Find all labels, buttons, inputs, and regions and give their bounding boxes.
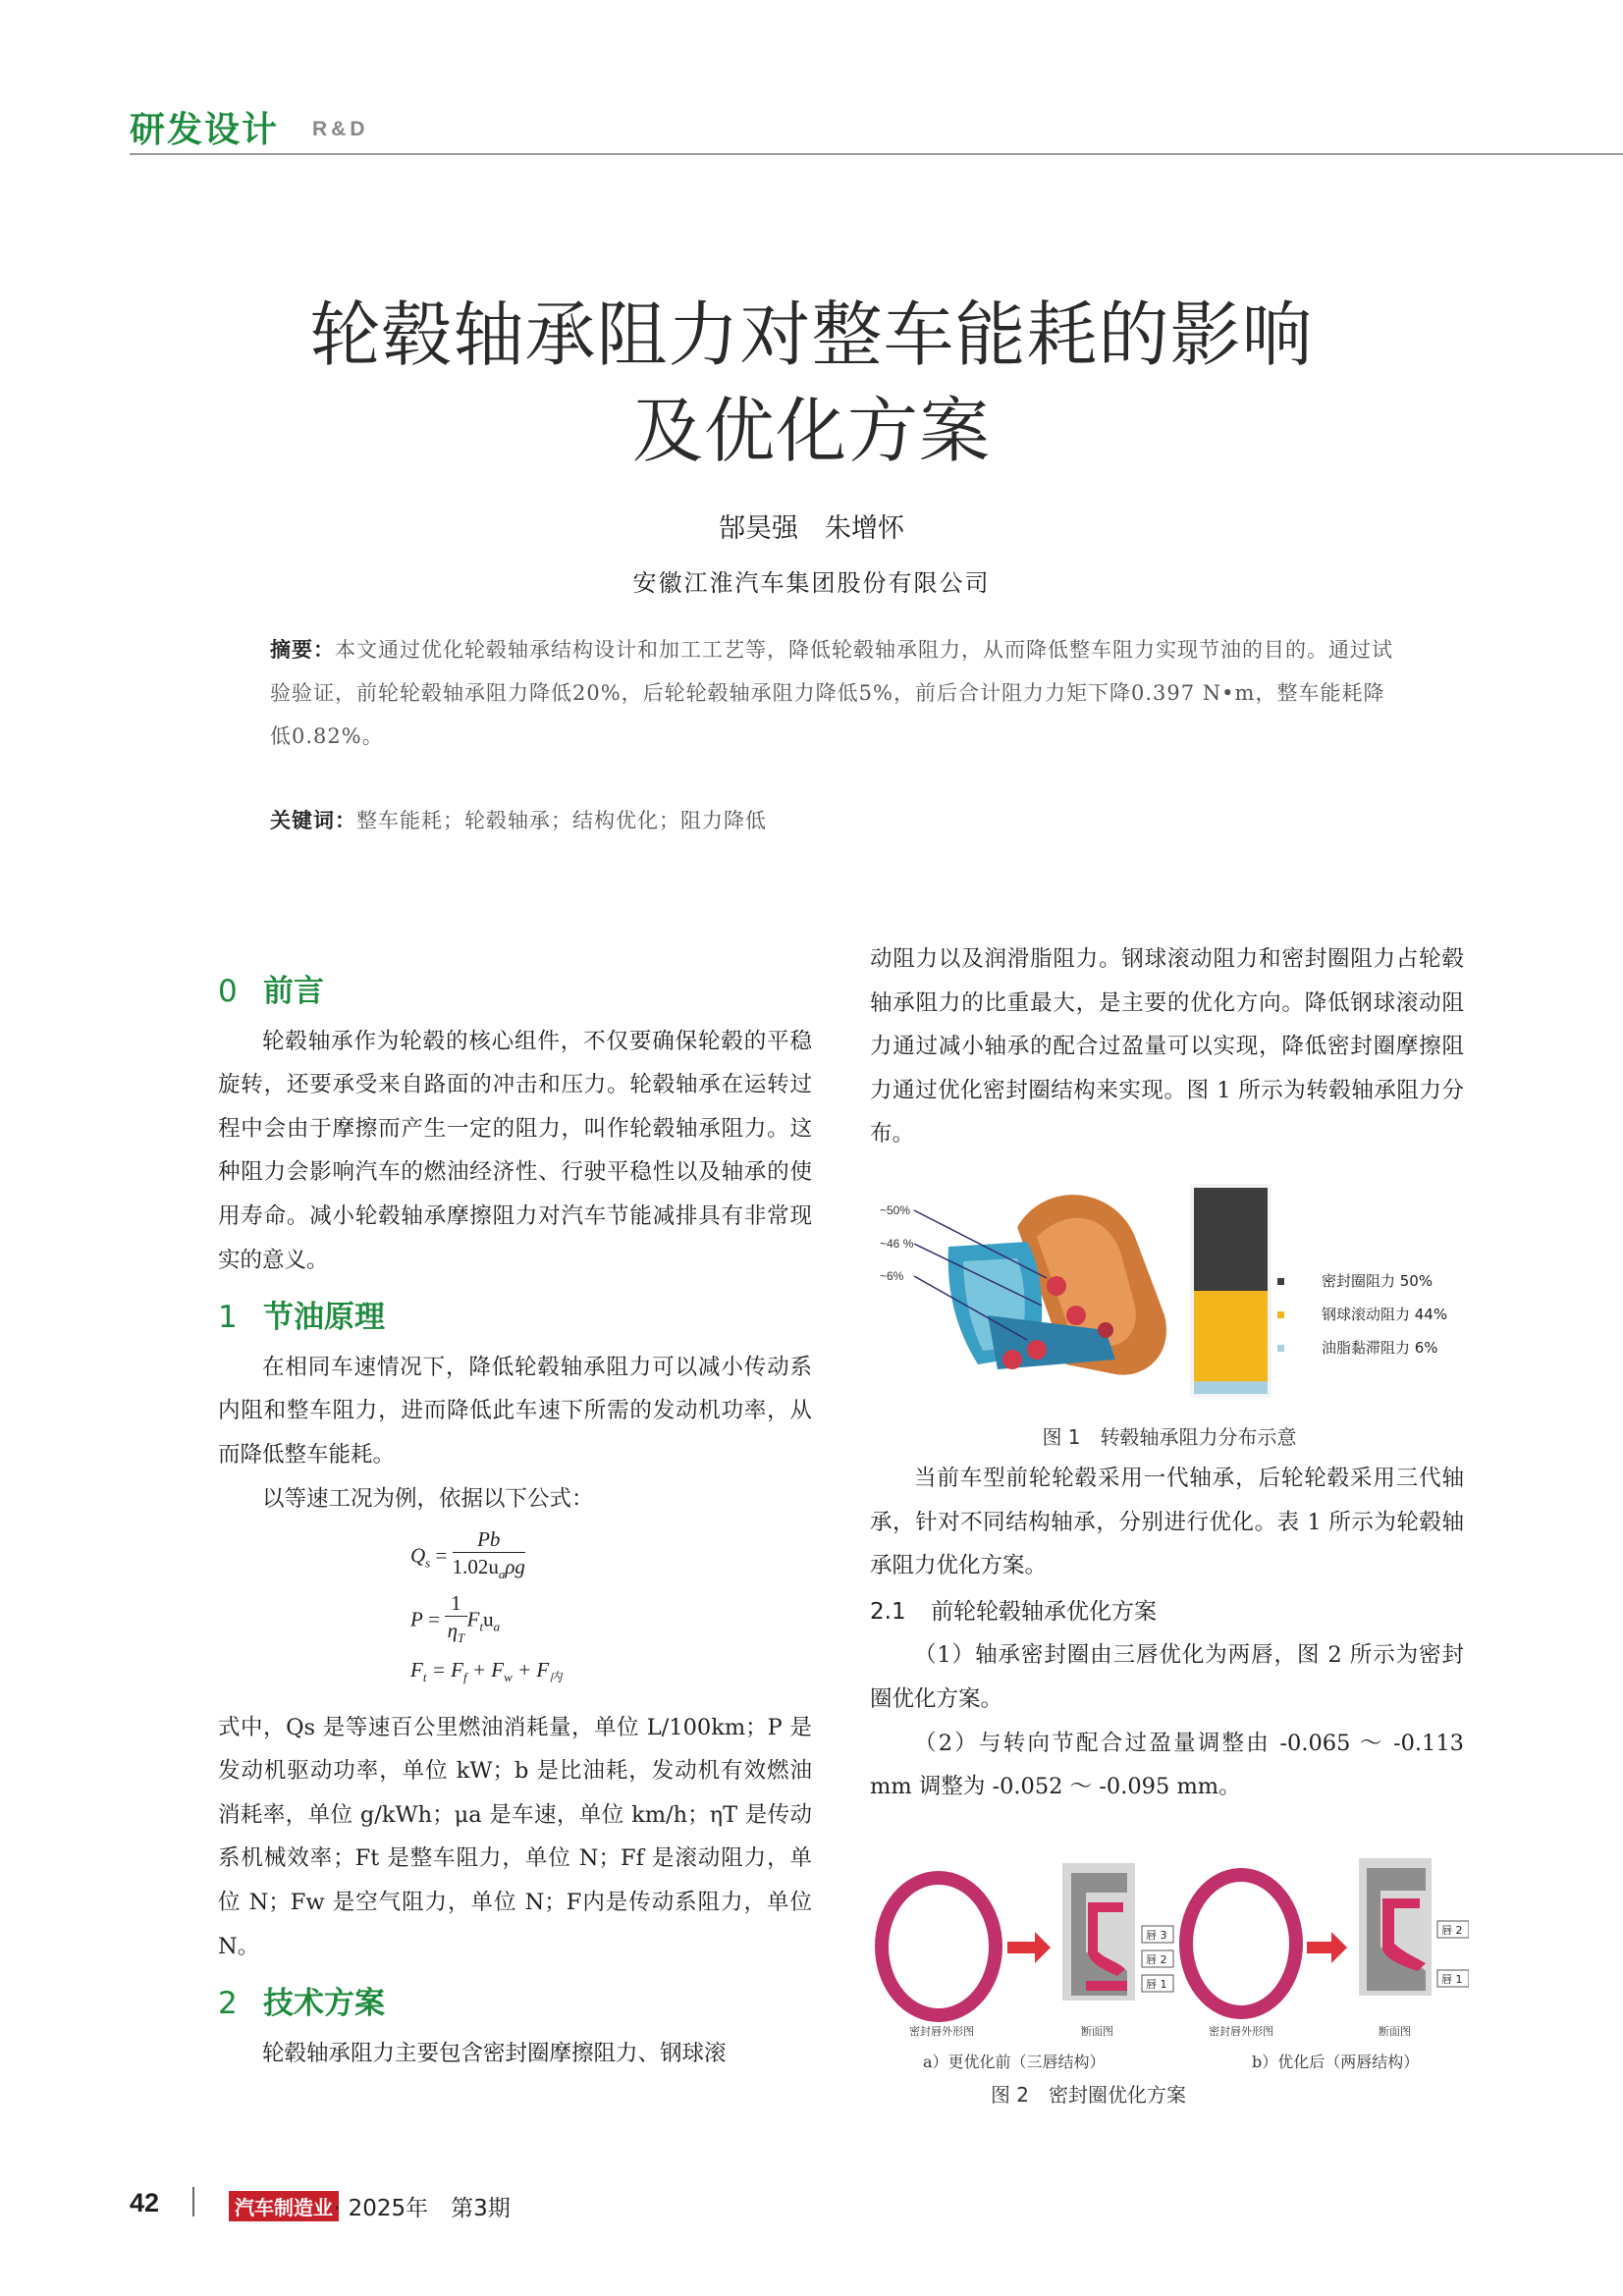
paragraph: 以等速工况为例，依据以下公式：	[262, 1485, 594, 1512]
lip-label: 唇 2	[1146, 1953, 1167, 1966]
legend-label: 密封圈阻力 50%	[1322, 1272, 1434, 1290]
legend-label: 油脂黏滞阻力 6%	[1322, 1339, 1438, 1357]
lip-labels-before	[1142, 1926, 1173, 1992]
title-line-2: 及优化方案	[631, 390, 991, 472]
abstract	[270, 628, 1399, 758]
paragraph: 当前车型前轮轮毂采用一代轴承，后轮轮毂采用三代轴承，针对不同结构轴承，分别进行优化。表 1 所示为轮毂轴承阻力优化方案。	[870, 1466, 1464, 1579]
lip-label: 唇 3	[1146, 1929, 1167, 1942]
legend-label: 钢球滚动阻力 44%	[1322, 1306, 1448, 1323]
lip-label: 唇 2	[1441, 1924, 1463, 1937]
paragraph: （1）轴承密封圈由三唇优化为两唇，图 2 所示为密封圈优化方案。	[870, 1642, 1464, 1712]
formula-2: P = $\frac{1}{\eta_T}$ $F_tu_a$	[410, 1591, 501, 1646]
heading-2: 2 技术方案	[218, 1986, 385, 2022]
issue-info: · 2025年 第3期	[334, 2196, 511, 2221]
heading-0: 0 前言	[218, 974, 324, 1009]
legend-swatch	[1277, 1278, 1284, 1285]
label-outer-a: 密封唇外形图	[909, 2025, 974, 2038]
callout-label: ~6%	[880, 1269, 904, 1283]
abstract-text: 本文通过优化轮毂轴承结构设计和加工工艺等，降低轮毂轴承阻力，从而降低整车阻力实现节油的目的。通过试验验证，前轮轮毂轴承阻力降低20%，后轮轮毂轴承阻力降低5%，前后合计阻力力矩下降0.397 N•m，整车能耗降低0.82%。	[270, 638, 1393, 748]
header-rule	[130, 153, 1623, 155]
bearing-resistance-figure	[870, 1168, 1469, 1414]
keywords-text: 整车能耗；轮毂轴承；结构优化；阻力降低	[356, 809, 767, 832]
paragraph: 轮毂轴承作为轮毂的核心组件，不仅要确保轮毂的平稳旋转，还要承受来自路面的冲击和压力。轮毂轴承在运转过程中会由于摩擦而产生一定的阻力，叫作轮毂轴承阻力。这种阻力会影响汽车的燃油经济性、行驶平稳性以及轴承的使用寿命。减小轮毂轴承摩擦阻力对汽车节能减排具有非常现实的意义。	[218, 1028, 812, 1273]
paragraph: 在相同车速情况下，降低轮毂轴承阻力可以减小传动系内阻和整车阻力，进而降低此车速下所需的发动机功率，从而降低整车能耗。	[218, 1354, 812, 1468]
seal-ring-before	[882, 1878, 996, 2015]
arrow-icon	[1007, 1932, 1051, 1963]
left-column	[218, 970, 812, 2075]
label-section-a: 断面图	[1081, 2025, 1113, 2038]
formula-1: $Q_s$ = $\frac{Pb}{1.02u_a\rho g}$	[410, 1527, 525, 1582]
footer-divider	[192, 2187, 194, 2216]
figure-2	[870, 1834, 1469, 2045]
authors: 郜昊强 朱增怀	[719, 513, 904, 544]
figure-1-caption: 图 1 转毂轴承阻力分布示意	[1042, 1425, 1297, 1449]
legend-swatch	[1277, 1345, 1284, 1352]
label-outer-b: 密封唇外形图	[1209, 2025, 1273, 2038]
legend-swatch	[1277, 1311, 1284, 1318]
keywords	[270, 799, 1399, 842]
bar-segment	[1194, 1188, 1268, 1291]
arrow-icon	[1307, 1932, 1347, 1963]
right-column	[870, 937, 1464, 1156]
section-tag: 研发设计	[130, 110, 280, 150]
figure-2-sub-a: a）更优化前（三唇结构）	[923, 2053, 1106, 2071]
paragraph: （2）与转向节配合过盈量调整由 -0.065 ～ -0.113 mm 调整为 -0.052 ～ -0.095 mm。	[870, 1730, 1464, 1800]
figure-2-sub-b: b）优化后（两唇结构）	[1252, 2053, 1420, 2071]
keywords-label: 关键词：	[270, 809, 356, 832]
callout-label: ~50%	[880, 1203, 911, 1217]
lip-label: 唇 1	[1441, 1973, 1463, 1986]
journal-logo: 汽车制造业	[229, 2191, 339, 2221]
abstract-label: 摘要：	[270, 638, 335, 662]
lip-label: 唇 1	[1146, 1978, 1167, 1991]
legend	[1277, 1272, 1447, 1357]
label-section-b: 断面图	[1379, 2025, 1411, 2038]
heading-1: 1 节油原理	[218, 1300, 385, 1336]
figure-2-caption: 图 2 密封圈优化方案	[990, 2083, 1187, 2107]
callout-label: ~46 %	[880, 1237, 914, 1251]
bar-segment	[1194, 1381, 1268, 1394]
article-title	[196, 287, 1427, 479]
heading-2-1: 2.1 前轮轮毂轴承优化方案	[870, 1598, 1157, 1625]
page-number: 42	[130, 2188, 160, 2217]
variable-definitions: 式中，Qs 是等速百公里燃油消耗量，单位 L/100km；P 是发动机驱动功率，单位 kW；b 是比油耗，发动机有效燃油消耗率，单位 g/kWh；μa 是车速，单位 km/h；ηT 是传动系机械效率；Ft 是整车阻力，单位 N；Ff 是滚动阻力，单位 N；Fw 是空气阻力，单位 N；F内是传动系阻力，单位 N。	[218, 1714, 812, 1959]
formula-3: $F_t = F_f + F_w + F_内$	[410, 1657, 563, 1684]
stacked-bar	[1190, 1184, 1271, 1398]
title-line-1: 轮毂轴承阻力对整车能耗的影响	[309, 294, 1314, 376]
right-column-cont	[870, 1457, 1464, 1809]
figure-1	[870, 1168, 1469, 1414]
seal-optimization-figure	[870, 1834, 1469, 2045]
formula-block	[218, 1526, 812, 1692]
seal-ring-after	[1186, 1875, 1296, 2012]
section-tag-en: R&D	[312, 118, 369, 140]
hub-bearing-illustration	[948, 1195, 1166, 1375]
bar-segment	[1194, 1291, 1268, 1381]
paragraph: 轮毂轴承阻力主要包含密封圈摩擦阻力、钢球滚	[262, 2040, 727, 2066]
lip-labels-after	[1437, 1921, 1469, 1987]
paragraph: 动阻力以及润滑脂阻力。钢球滚动阻力和密封圈阻力占轮毂轴承阻力的比重最大，是主要的优化方向。降低钢球滚动阻力通过减小轴承的配合过盈量可以实现，降低密封圈摩擦阻力通过优化密封圈结构来实现。图 1 所示为转毂轴承阻力分布。	[870, 946, 1464, 1148]
affiliation: 安徽江淮汽车集团股份有限公司	[632, 569, 991, 597]
